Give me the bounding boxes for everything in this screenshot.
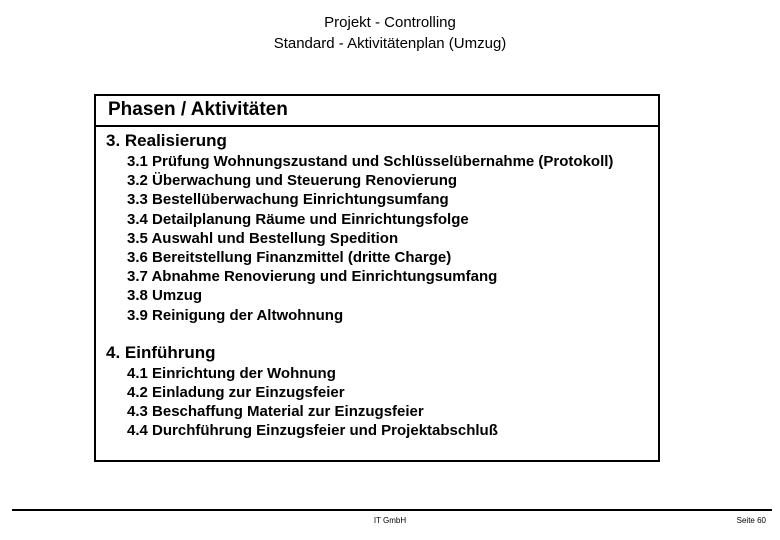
box-title: Phasen / Aktivitäten — [96, 96, 658, 127]
list-item: 3.9 Reinigung der Altwohnung — [127, 306, 344, 324]
footer-divider — [12, 509, 772, 511]
list-item: 3.7 Abnahme Renovierung und Einrichtungsumfang — [127, 268, 498, 286]
list-item: 3.5 Auswahl und Bestellung Spedition — [127, 229, 399, 247]
list-item: 3.8 Umzug — [127, 287, 203, 305]
activities-box — [94, 94, 660, 462]
header-title: Projekt - Controlling — [324, 14, 456, 31]
list-item: 3.1 Prüfung Wohnungszustand und Schlüsselübernahme (Protokoll) — [127, 153, 614, 170]
list-item: 3.2 Überwachung und Steuerung Renovierung — [127, 172, 458, 190]
list-item: 3.3 Bestellüberwachung Einrichtungsumfang — [127, 191, 449, 209]
list-item: 4.1 Einrichtung der Wohnung — [127, 364, 336, 382]
section-einfuehrung — [106, 342, 658, 441]
footer-company: IT GmbH — [373, 516, 407, 525]
section-realisierung — [106, 130, 658, 325]
section-title: 4. Einführung — [106, 342, 216, 362]
footer-page-number: Seite 60 — [736, 516, 766, 525]
list-item: 4.4 Durchführung Einzugsfeier und Projektabschluß — [127, 422, 498, 440]
list-item: 4.3 Beschaffung Material zur Einzugsfeier — [127, 403, 424, 421]
section-title: 3. Realisierung — [106, 131, 227, 150]
header-subtitle: Standard - Aktivitätenplan (Umzug) — [273, 35, 507, 52]
list-item: 3.4 Detailplanung Räume und Einrichtungsfolge — [127, 210, 469, 228]
list-item: 4.2 Einladung zur Einzugsfeier — [127, 384, 345, 402]
list-item: 3.6 Bereitstellung Finanzmittel (dritte Charge) — [127, 249, 452, 267]
page-header — [0, 12, 780, 54]
